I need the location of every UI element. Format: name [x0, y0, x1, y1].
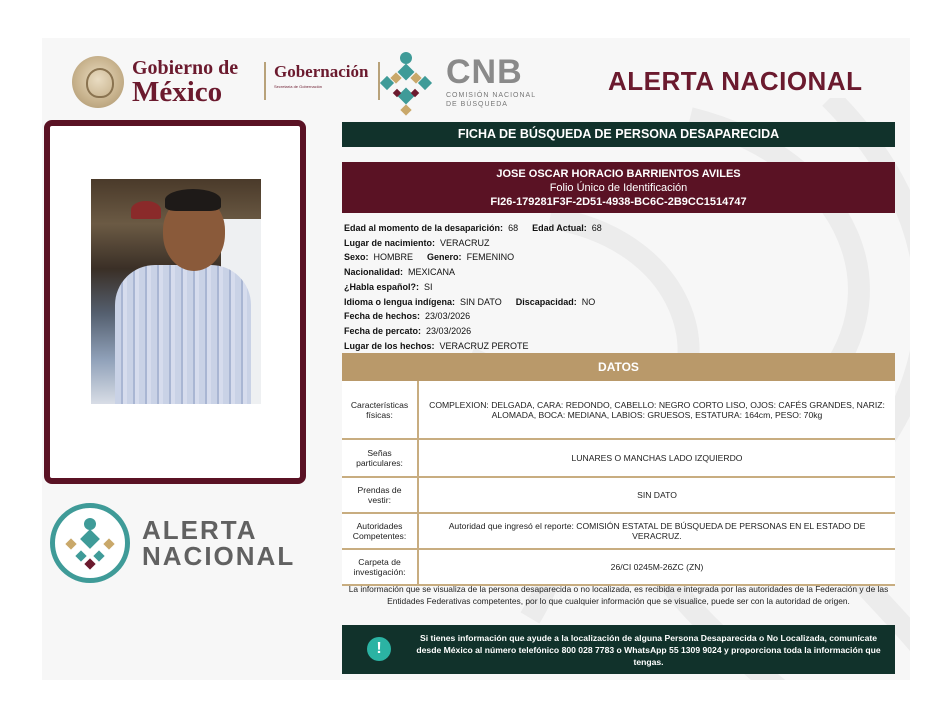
contact-info-bar	[342, 625, 895, 674]
row-label: Señas particulares:	[342, 439, 418, 477]
fact-label: Genero:	[427, 252, 462, 263]
national-seal-icon	[72, 56, 124, 108]
gobernacion-text: Gobernación	[274, 62, 369, 81]
photo-frame	[44, 120, 306, 484]
gobierno-line2: México	[132, 75, 223, 108]
gobierno-line1: Gobierno de	[132, 56, 239, 79]
cnb-sub1: COMISIÓN NACIONAL	[446, 91, 537, 99]
fact-value: SIN DATO	[460, 296, 502, 307]
fact-label: Sexo:	[344, 252, 369, 263]
fact-value: NO	[581, 296, 596, 307]
fact-label: Discapacidad:	[515, 296, 577, 307]
row-value: LUNARES O MANCHAS LADO IZQUIERDO	[418, 439, 895, 477]
datos-table	[342, 381, 895, 586]
fact-value: HOMBRE	[373, 252, 414, 263]
fact-value: VERACRUZ	[440, 237, 490, 248]
fact-label: Nacionalidad:	[344, 267, 404, 278]
row-value: COMPLEXION: DELGADA, CARA: REDONDO, CABELLO: NEGRO CORTO LISO, OJOS: CAFÉS GRANDES, NARIZ: ALOMADA, BOCA: MEDIANA, LABIOS: GRUESOS, ESTATURA: 164cm, PESO: 70kg	[418, 381, 895, 439]
disclaimer-text: La información que se visualiza de la persona desaparecida o no localizada, es recibida e integrada por las autoridades de la Federación y de las Entidades Federativas competentes, por lo que cualquier información que se visualice, puede ser con la autoridad de origen.	[348, 584, 889, 606]
contact-info-text: Si tienes información que ayude a la localización de alguna Persona Desaparecida o No Localizada, comunícate desde México al número telefónico 800 028 7783 o WhatsApp 55 1309 9024 y proporciona toda la información que tengas.	[416, 633, 881, 667]
alerta-word: ALERTA	[142, 515, 258, 545]
info-alert-icon: !	[367, 637, 391, 661]
gobernacion-subtext: Secretaría de Gobernación	[274, 84, 323, 89]
ficha-title-bar: FICHA DE BÚSQUEDA DE PERSONA DESAPARECIDA	[342, 122, 895, 147]
fact-label: Fecha de percato:	[344, 325, 422, 336]
fact-label: Fecha de hechos:	[344, 311, 421, 322]
fact-value: 68	[591, 223, 602, 233]
row-label: Prendas de vestir:	[342, 477, 418, 513]
alerta-emblem-icon	[50, 503, 130, 583]
nacional-word: NACIONAL	[142, 541, 296, 571]
cnb-sub2: DE BÚSQUEDA	[446, 101, 508, 108]
divider	[264, 62, 266, 100]
table-row	[342, 549, 895, 585]
fact-label: Edad al momento de la desaparición:	[344, 223, 504, 233]
gobierno-de-mexico-logo	[72, 56, 238, 108]
folio-number: FI26-179281F3F-2D51-4938-BC6C-2B9CC1514747	[490, 196, 747, 208]
alerta-nacional-title: ALERTA NACIONAL	[608, 66, 863, 96]
row-label: Carpeta de investigación:	[342, 549, 418, 585]
table-row	[342, 439, 895, 477]
cnb-logo	[372, 48, 536, 116]
row-value: Autoridad que ingresó el reporte: COMISIÓN ESTATAL DE BÚSQUEDA DE PERSONAS EN EL ESTADO DE VERACRUZ.	[418, 513, 895, 549]
cnb-acronym: CNB	[446, 52, 523, 91]
fact-label: Idioma o lengua indígena:	[344, 296, 456, 307]
alerta-nacional-logo	[50, 503, 295, 583]
fact-value: 23/03/2026	[425, 311, 471, 322]
fact-label: ¿Habla español?:	[344, 281, 420, 292]
fact-value: SI	[424, 281, 433, 292]
person-name-block	[342, 162, 895, 213]
table-row	[342, 381, 895, 439]
cnb-emblem-icon	[372, 48, 440, 116]
person-facts	[344, 221, 602, 353]
person-photo	[91, 179, 261, 404]
row-label: Autoridades Competentes:	[342, 513, 418, 549]
fact-value: 68	[508, 223, 519, 233]
fact-value: 23/03/2026	[426, 325, 472, 336]
fact-value: VERACRUZ PEROTE	[439, 340, 529, 351]
folio-label: Folio Único de Identificación	[549, 182, 688, 194]
search-poster	[42, 38, 910, 680]
datos-header: DATOS	[342, 353, 895, 381]
row-value: SIN DATO	[418, 477, 895, 513]
fact-label: Edad Actual:	[532, 223, 587, 233]
table-row	[342, 477, 895, 513]
person-name: JOSE OSCAR HORACIO BARRIENTOS AVILES	[496, 168, 741, 180]
row-value: 26/CI 0245M-26ZC (ZN)	[418, 549, 895, 585]
fact-label: Lugar de nacimiento:	[344, 237, 436, 248]
fact-value: FEMENINO	[466, 252, 515, 263]
row-label: Características físicas:	[342, 381, 418, 439]
fact-label: Lugar de los hechos:	[344, 340, 435, 351]
gobernacion-logo	[264, 62, 380, 100]
table-row	[342, 513, 895, 549]
fact-value: MEXICANA	[408, 267, 456, 278]
